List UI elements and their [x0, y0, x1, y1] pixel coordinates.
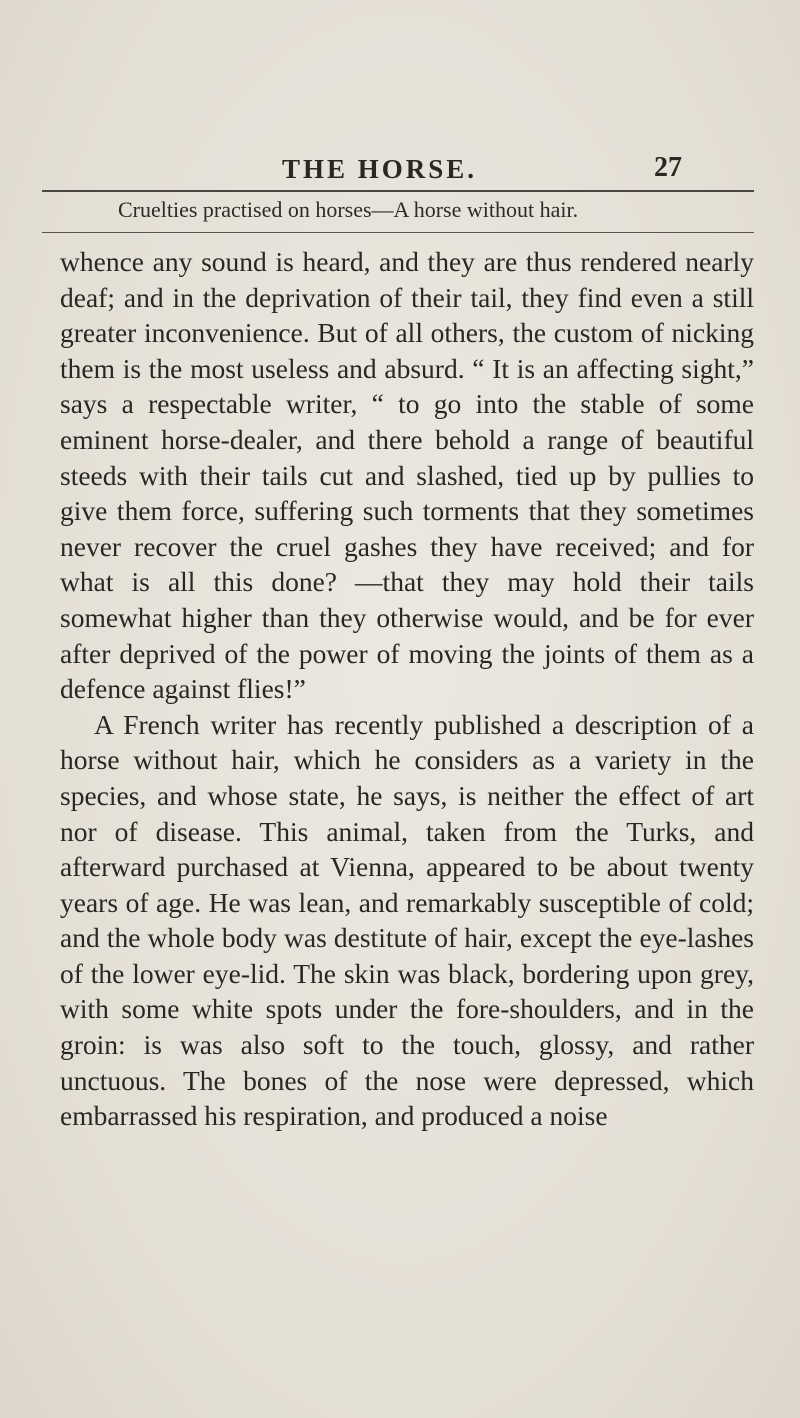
paragraph-continued: whence any sound is heard, and they are thus rendered nearly deaf; and in the deprivation of their tail, they find even a still greater inconvenience. But of all others, the custom of nicking them is the most useless and absurd. “ It is an affecting sight,” says a respectable writer, “ to go into the stable of some eminent horse-dealer, and there behold a range of beautiful steeds with their tails cut and slashed, tied up by pullies to give them force, suffering such torments that they sometimes never recover the cruel gashes they have received; and for what is all this done? —that they may hold their tails somewhat higher than they otherwise would, and be for ever after deprived of the power of moving the joints of them as a defence against flies!”	[60, 246, 754, 705]
header-rule-top	[42, 190, 754, 192]
body-text	[60, 244, 754, 1134]
chapter-subtitle: Cruelties practised on horses—A horse without hair.	[118, 197, 579, 222]
paragraph-french-writer: A French writer has recently published a description of a horse without hair, which he considers as a variety in the species, and whose state, he says, is neither the effect of art nor of disease. This animal, taken from the Turks, and afterward purchased at Vienna, appeared to be about twenty years of age. He was lean, and remarkably susceptible of cold; and the whole body was destitute of hair, except the eye-lashes of the lower eye-lid. The skin was black, bordering upon grey, with some white spots under the fore-shoulders, and in the groin: is was also soft to the touch, glossy, and rather unctuous. The bones of the nose were depressed, which embarrassed his respiration, and produced a noise	[60, 708, 754, 1132]
running-head	[0, 154, 800, 194]
running-title: THE HORSE.	[282, 154, 478, 184]
page-number: 27	[654, 152, 682, 183]
header-rule-bottom	[42, 232, 754, 233]
